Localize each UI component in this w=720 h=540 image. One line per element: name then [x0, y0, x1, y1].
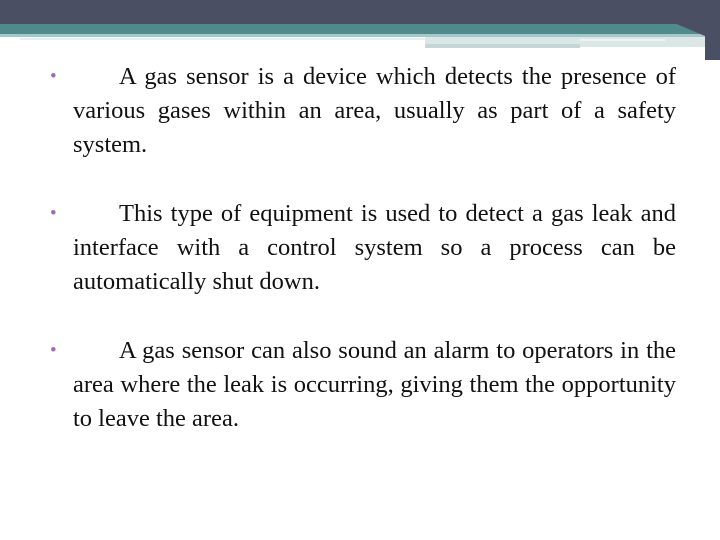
bullet-item — [50, 334, 676, 436]
bullet-item — [50, 60, 676, 162]
bullet-item — [50, 197, 676, 299]
teal-stripe — [0, 24, 720, 34]
bullet-dot: • — [50, 203, 57, 224]
bullet-dot: • — [50, 340, 57, 361]
bullet-dot: • — [50, 66, 57, 87]
bullet-text: A gas sensor is a device which detects the presence of various gases within an area, usually as part of a safety system. — [73, 63, 676, 158]
bullet-text: This type of equipment is used to detect a gas leak and interface with a control system so a process can be automatically shut down. — [73, 200, 676, 295]
header-accent-bar — [425, 44, 580, 48]
header-decoration — [0, 0, 720, 60]
slide-content — [50, 60, 676, 471]
teal-stripe-light — [0, 34, 720, 37]
bullet-text: A gas sensor can also sound an alarm to operators in the area where the leak is occurring, giving them the opportunity to leave the area. — [73, 337, 676, 432]
